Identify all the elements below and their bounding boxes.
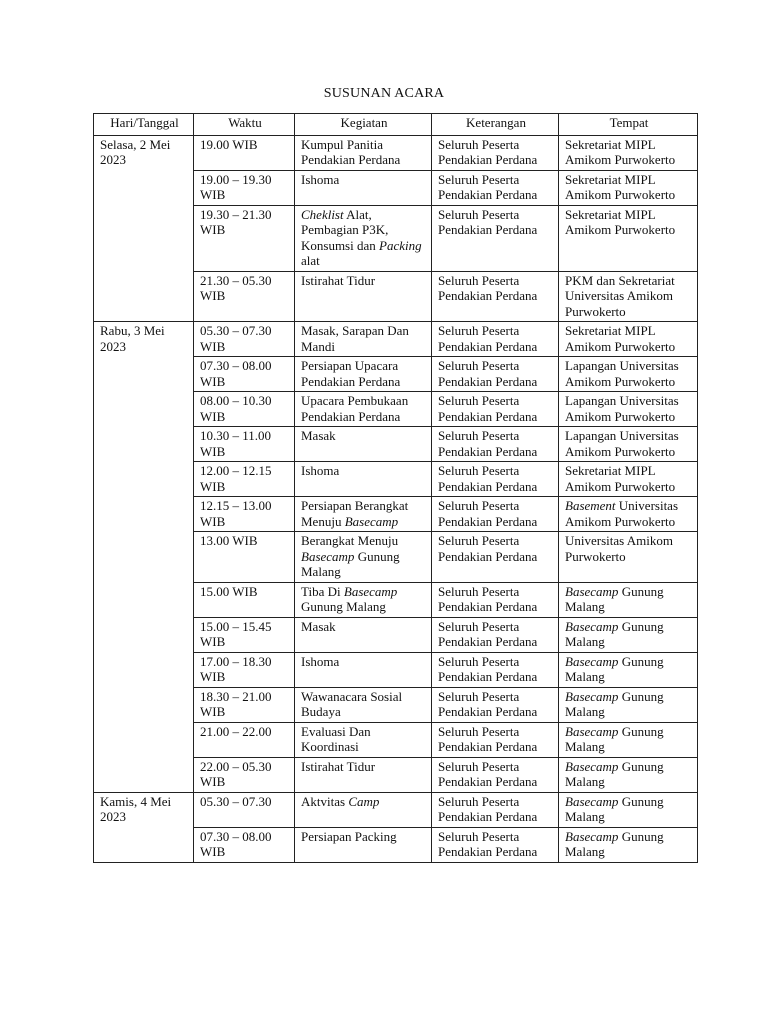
activity-cell (295, 757, 432, 792)
note-cell: Seluruh Peserta Pendakian Perdana (432, 722, 559, 757)
text-run: Gunung Malang (565, 618, 664, 649)
text-run: Kumpul Panitia Pendakian Perdana (301, 136, 401, 167)
text-run: Istirahat Tidur (301, 758, 376, 774)
text-run: Gunung Malang (565, 653, 664, 684)
activity-cell (295, 722, 432, 757)
note-cell: Seluruh Peserta Pendakian Perdana (432, 462, 559, 497)
activity-cell (295, 271, 432, 322)
place-cell (559, 757, 698, 792)
text-run: Sekretariat MIPL Amikom Purwokerto (565, 136, 676, 167)
note-cell: Seluruh Peserta Pendakian Perdana (432, 271, 559, 322)
time-cell: 21.30 – 05.30 WIB (194, 271, 295, 322)
place-cell (559, 617, 698, 652)
text-run: Gunung Malang (301, 548, 400, 579)
note-cell: Seluruh Peserta Pendakian Perdana (432, 497, 559, 532)
day-cell: Selasa, 2 Mei 2023 (94, 135, 194, 322)
text-run: Sekretariat MIPL Amikom Purwokerto (565, 463, 676, 494)
text-run: Alat, Pembagian P3K, Konsumsi dan (301, 206, 389, 253)
activity-cell (295, 392, 432, 427)
text-run: Universitas Amikom Purwokerto (565, 533, 673, 564)
note-cell: Seluruh Peserta Pendakian Perdana (432, 357, 559, 392)
schedule-row (94, 792, 698, 827)
activity-cell (295, 532, 432, 583)
text-run: Evaluasi Dan Koordinasi (301, 723, 371, 754)
time-cell: 18.30 – 21.00 WIB (194, 687, 295, 722)
place-cell (559, 462, 698, 497)
text-run: Gunung Malang (565, 583, 664, 614)
text-run: Gunung Malang (565, 688, 664, 719)
italic-term: Basecamp (301, 548, 355, 564)
italic-term: Basecamp (565, 758, 619, 774)
header-kegiatan: Kegiatan (295, 114, 432, 136)
text-run: Istirahat Tidur (301, 272, 376, 288)
text-run: Upacara Pembukaan Pendakian Perdana (301, 393, 409, 424)
text-run: Aktvitas (301, 793, 349, 809)
text-run: Gunung Malang (565, 723, 664, 754)
place-cell (559, 827, 698, 862)
activity-cell (295, 582, 432, 617)
text-run: Ishoma (301, 653, 340, 669)
place-cell (559, 427, 698, 462)
text-run: Ishoma (301, 463, 340, 478)
place-cell (559, 687, 698, 722)
text-run: Sekretariat MIPL Amikom Purwokerto (565, 323, 676, 354)
note-cell: Seluruh Peserta Pendakian Perdana (432, 652, 559, 687)
time-cell: 19.00 WIB (194, 135, 295, 170)
text-run: Sekretariat MIPL Amikom Purwokerto (565, 206, 676, 237)
text-run: Gunung Malang (565, 758, 664, 789)
italic-term: Basecamp (565, 828, 619, 844)
time-cell: 15.00 WIB (194, 582, 295, 617)
activity-cell (295, 170, 432, 205)
note-cell: Seluruh Peserta Pendakian Perdana (432, 827, 559, 862)
note-cell: Seluruh Peserta Pendakian Perdana (432, 687, 559, 722)
place-cell (559, 357, 698, 392)
place-cell (559, 652, 698, 687)
place-cell (559, 722, 698, 757)
text-run: Gunung Malang (565, 828, 664, 859)
page-title: SUSUNAN ACARA (323, 86, 445, 101)
italic-term: Basecamp (565, 583, 619, 599)
italic-term: Cheklist (301, 206, 344, 222)
schedule-row (94, 135, 698, 170)
note-cell: Seluruh Peserta Pendakian Perdana (432, 322, 559, 357)
activity-cell (295, 792, 432, 827)
italic-term: Basement (565, 498, 616, 513)
text-run: Gunung Malang (301, 599, 386, 614)
header-waktu: Waktu (194, 114, 295, 136)
text-run: PKM dan Sekretariat Universitas Amikom Purwokerto (565, 272, 675, 319)
activity-cell (295, 322, 432, 357)
day-cell: Rabu, 3 Mei 2023 (94, 322, 194, 793)
time-cell: 08.00 – 10.30 WIB (194, 392, 295, 427)
note-cell: Seluruh Peserta Pendakian Perdana (432, 392, 559, 427)
text-run: Berangkat Menuju (301, 533, 399, 548)
note-cell: Seluruh Peserta Pendakian Perdana (432, 427, 559, 462)
place-cell (559, 392, 698, 427)
time-cell: 07.30 – 08.00 WIB (194, 357, 295, 392)
place-cell (559, 135, 698, 170)
note-cell: Seluruh Peserta Pendakian Perdana (432, 170, 559, 205)
note-cell: Seluruh Peserta Pendakian Perdana (432, 205, 559, 271)
place-cell (559, 497, 698, 532)
time-cell: 10.30 – 11.00 WIB (194, 427, 295, 462)
place-cell (559, 792, 698, 827)
activity-cell (295, 652, 432, 687)
place-cell (559, 582, 698, 617)
text-run: Masak, Sarapan Dan Mandi (301, 323, 409, 354)
time-cell: 12.00 – 12.15 WIB (194, 462, 295, 497)
activity-cell (295, 617, 432, 652)
header-keterangan: Keterangan (432, 114, 559, 136)
note-cell: Seluruh Peserta Pendakian Perdana (432, 582, 559, 617)
time-cell: 15.00 – 15.45 WIB (194, 617, 295, 652)
text-run: Masak (301, 618, 336, 634)
time-cell: 22.00 – 05.30 WIB (194, 757, 295, 792)
note-cell: Seluruh Peserta Pendakian Perdana (432, 757, 559, 792)
day-cell: Kamis, 4 Mei 2023 (94, 792, 194, 862)
note-cell: Seluruh Peserta Pendakian Perdana (432, 617, 559, 652)
text-run: Persiapan Berangkat Menuju (301, 498, 409, 529)
text-run: Tiba Di (301, 583, 344, 599)
place-cell (559, 170, 698, 205)
activity-cell (295, 205, 432, 271)
schedule-table (93, 113, 698, 863)
text-run: Ishoma (301, 171, 340, 187)
italic-term: Basecamp (565, 688, 619, 704)
schedule-row (94, 322, 698, 357)
note-cell: Seluruh Peserta Pendakian Perdana (432, 792, 559, 827)
italic-term: Basecamp (565, 618, 619, 634)
activity-cell (295, 827, 432, 862)
activity-cell (295, 687, 432, 722)
time-cell: 19.00 – 19.30 WIB (194, 170, 295, 205)
italic-term: Basecamp (565, 723, 619, 739)
italic-term: Basecamp (565, 653, 619, 669)
italic-term: Basecamp (344, 513, 399, 529)
place-cell (559, 205, 698, 271)
text-run: Lapangan Universitas Amikom Purwokerto (565, 393, 679, 424)
time-cell: 17.00 – 18.30 WIB (194, 652, 295, 687)
text-run: Persiapan Packing (301, 828, 397, 844)
activity-cell (295, 427, 432, 462)
time-cell: 19.30 – 21.30 WIB (194, 205, 295, 271)
schedule-body (94, 135, 698, 862)
text-run: Wawanacara Sosial Budaya (301, 688, 403, 719)
header-hari-tanggal: Hari/Tanggal (94, 114, 194, 136)
italic-term: Basecamp (565, 793, 619, 809)
text-run: alat (301, 253, 320, 268)
italic-term: Basecamp (343, 583, 398, 599)
text-run: Sekretariat MIPL Amikom Purwokerto (565, 171, 676, 202)
place-cell (559, 532, 698, 583)
time-cell: 21.00 – 22.00 (194, 722, 295, 757)
italic-term: Packing (379, 237, 422, 253)
time-cell: 05.30 – 07.30 (194, 792, 295, 827)
time-cell: 12.15 – 13.00 WIB (194, 497, 295, 532)
place-cell (559, 271, 698, 322)
time-cell: 05.30 – 07.30 WIB (194, 322, 295, 357)
activity-cell (295, 462, 432, 497)
text-run: Lapangan Universitas Amikom Purwokerto (565, 428, 679, 459)
text-run: Lapangan Universitas Amikom Purwokerto (565, 358, 679, 389)
text-run: Gunung Malang (565, 793, 664, 824)
header-tempat: Tempat (559, 114, 698, 136)
activity-cell (295, 135, 432, 170)
activity-cell (295, 357, 432, 392)
note-cell: Seluruh Peserta Pendakian Perdana (432, 135, 559, 170)
activity-cell (295, 497, 432, 532)
header-row (94, 114, 698, 136)
note-cell: Seluruh Peserta Pendakian Perdana (432, 532, 559, 583)
text-run: Masak (301, 428, 336, 443)
text-run: Universitas Amikom Purwokerto (565, 498, 679, 529)
place-cell (559, 322, 698, 357)
text-run: Persiapan Upacara Pendakian Perdana (301, 358, 401, 389)
time-cell: 07.30 – 08.00 WIB (194, 827, 295, 862)
italic-term: Camp (348, 793, 380, 809)
time-cell: 13.00 WIB (194, 532, 295, 583)
